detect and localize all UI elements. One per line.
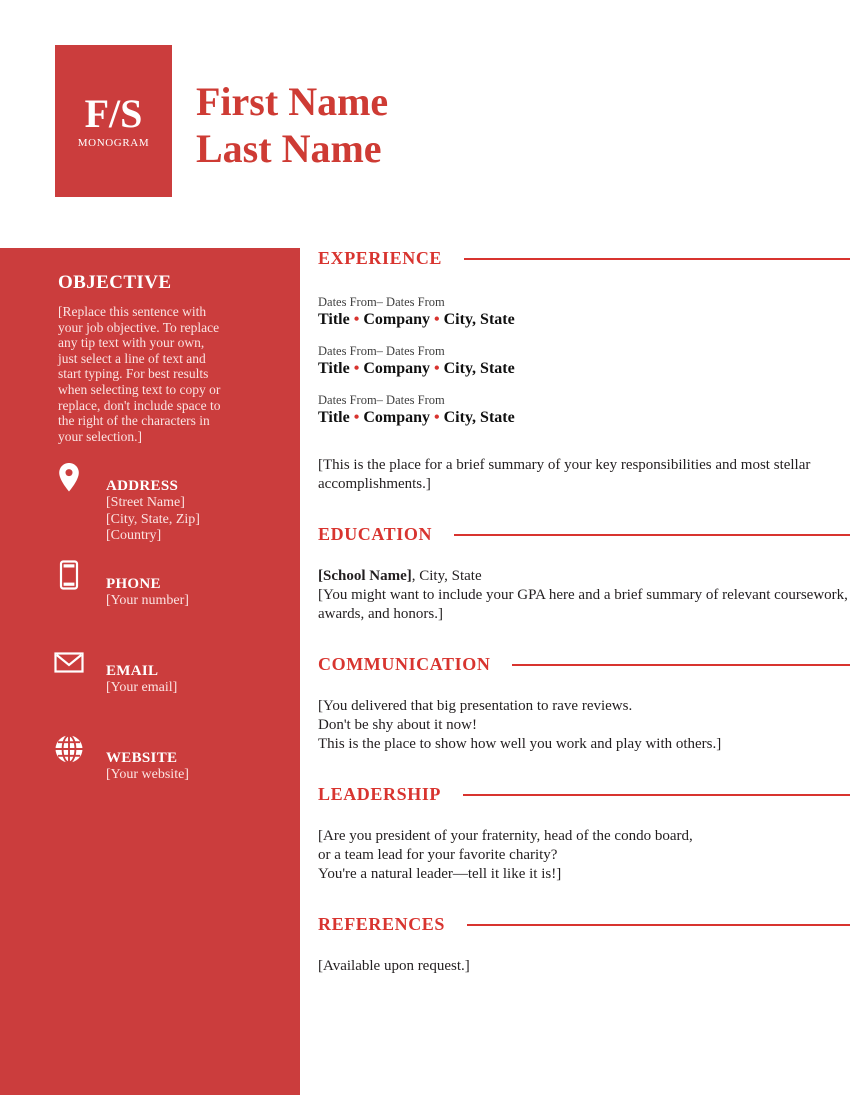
website-value: [Your website] bbox=[106, 766, 189, 782]
contact-list bbox=[52, 460, 292, 819]
monogram-initials: F/S bbox=[84, 90, 143, 136]
communication-title: COMMUNICATION bbox=[318, 654, 491, 674]
leadership-title: LEADERSHIP bbox=[318, 784, 442, 804]
contact-row-website bbox=[52, 732, 292, 806]
contact-body-address bbox=[106, 460, 292, 545]
address-country: [Country] bbox=[106, 528, 162, 543]
job-company: Company bbox=[363, 311, 430, 328]
location-pin-icon bbox=[52, 460, 86, 494]
section-communication bbox=[318, 654, 850, 754]
section-references bbox=[318, 914, 850, 976]
bullet-separator-icon: • bbox=[353, 409, 360, 426]
job-dates: Dates From– Dates From bbox=[318, 393, 445, 407]
phone-value: [Your number] bbox=[106, 592, 189, 608]
bullet-separator-icon: • bbox=[353, 360, 360, 377]
job-dates: Dates From– Dates From bbox=[318, 344, 445, 358]
education-school-location: , City, State bbox=[411, 568, 482, 584]
monogram-block bbox=[55, 45, 172, 197]
experience-heading-row bbox=[318, 248, 850, 269]
bullet-separator-icon: • bbox=[434, 360, 440, 377]
last-name: Last Name bbox=[196, 126, 382, 171]
mobile-phone-icon bbox=[52, 558, 86, 592]
experience-entry bbox=[318, 344, 850, 378]
resume-header bbox=[0, 0, 850, 248]
leadership-rule bbox=[463, 794, 850, 796]
job-location: City, State bbox=[443, 311, 515, 328]
name-block bbox=[196, 78, 796, 172]
contact-body-email bbox=[106, 645, 292, 697]
experience-rule bbox=[464, 258, 850, 260]
objective-section bbox=[58, 272, 280, 444]
email-label: EMAIL bbox=[106, 662, 159, 679]
education-school-line bbox=[318, 567, 850, 586]
objective-text: [Replace this sentence with your job objective. To replace any tip text with your own, just select a line of text and start typing. For best results when selecting text to copy or replace, don't include space to the right of the characters in your selection.] bbox=[58, 304, 221, 444]
job-location: City, State bbox=[443, 409, 515, 426]
contact-row-phone bbox=[52, 558, 292, 632]
job-title-line bbox=[318, 359, 850, 378]
experience-title: EXPERIENCE bbox=[318, 248, 443, 268]
section-leadership bbox=[318, 784, 850, 884]
job-title: Title bbox=[318, 409, 350, 426]
bullet-separator-icon: • bbox=[353, 311, 360, 328]
communication-heading-row bbox=[318, 654, 850, 675]
references-heading-row bbox=[318, 914, 850, 935]
address-street: [Street Name] bbox=[106, 495, 185, 510]
section-education bbox=[318, 524, 850, 624]
leadership-line: [Are you president of your fraternity, head of the condo board, bbox=[318, 828, 693, 844]
job-title-line bbox=[318, 408, 850, 427]
job-location: City, State bbox=[443, 360, 515, 377]
job-company: Company bbox=[363, 360, 430, 377]
monogram-label: MONOGRAM bbox=[77, 136, 150, 149]
contact-body-website bbox=[106, 732, 292, 784]
experience-summary: [This is the place for a brief summary of your key responsibilities and most stellar accomplishments.] bbox=[318, 457, 811, 492]
leadership-line: You're a natural leader—tell it like it is!] bbox=[318, 866, 562, 882]
globe-icon bbox=[52, 732, 86, 766]
job-title-line bbox=[318, 310, 850, 329]
education-heading-row bbox=[318, 524, 850, 545]
experience-entry bbox=[318, 393, 850, 427]
main-column bbox=[318, 248, 850, 976]
education-rule bbox=[454, 534, 850, 536]
address-label: ADDRESS bbox=[106, 478, 179, 494]
job-dates: Dates From– Dates From bbox=[318, 295, 445, 309]
references-rule bbox=[467, 924, 850, 926]
communication-rule bbox=[512, 664, 850, 666]
communication-line: Don't be shy about it now! bbox=[318, 717, 477, 733]
bullet-separator-icon: • bbox=[434, 409, 440, 426]
contact-row-address bbox=[52, 460, 292, 545]
experience-entry bbox=[318, 295, 850, 329]
section-experience bbox=[318, 248, 850, 494]
website-label: WEBSITE bbox=[106, 749, 178, 766]
education-title: EDUCATION bbox=[318, 524, 433, 544]
envelope-icon bbox=[52, 645, 86, 679]
contact-body-phone bbox=[106, 558, 292, 610]
job-title: Title bbox=[318, 311, 350, 328]
sidebar bbox=[0, 248, 300, 1095]
references-title: REFERENCES bbox=[318, 914, 446, 934]
address-city-state-zip: [City, State, Zip] bbox=[106, 511, 200, 527]
communication-line: This is the place to show how well you work and play with others.] bbox=[318, 736, 722, 752]
bullet-separator-icon: • bbox=[434, 311, 440, 328]
job-company: Company bbox=[363, 409, 430, 426]
leadership-line: or a team lead for your favorite charity? bbox=[318, 847, 558, 863]
education-school-name: [School Name] bbox=[318, 568, 412, 584]
first-name: First Name bbox=[196, 79, 389, 124]
leadership-heading-row bbox=[318, 784, 850, 805]
communication-line: [You delivered that big presentation to rave reviews. bbox=[318, 698, 633, 714]
education-details: [You might want to include your GPA here and a brief summary of relevant coursework, awards, and honors.] bbox=[318, 587, 848, 622]
email-value: [Your email] bbox=[106, 679, 178, 695]
phone-label: PHONE bbox=[106, 575, 161, 592]
job-title: Title bbox=[318, 360, 350, 377]
objective-heading: OBJECTIVE bbox=[58, 272, 172, 293]
references-text: [Available upon request.] bbox=[318, 958, 470, 974]
contact-row-email bbox=[52, 645, 292, 719]
